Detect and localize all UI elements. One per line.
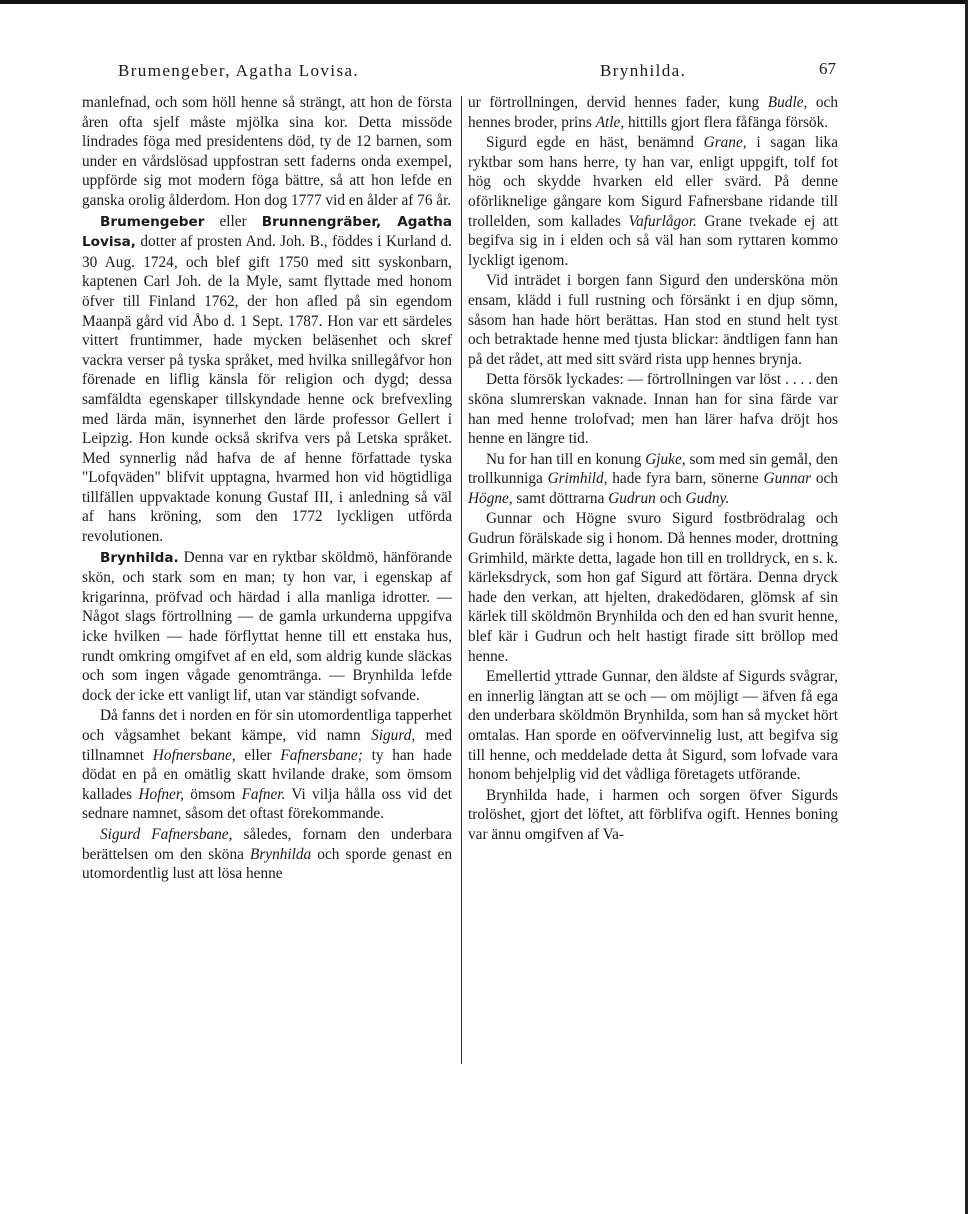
italic-name: Grane,: [703, 134, 747, 152]
italic-name: Fafner.: [241, 785, 286, 803]
paragraph: [468, 133, 838, 270]
text-run: dotter af prosten And. Joh. B., föddes i Kurland d. 30 Aug. 1724, och blef gift 1750 med sitt syskonbarn, kaptenen Carl Joh. de la Myle, samt flyttade med honom öfver till Finland 1762, der hon afled på sin egendom Maanpä gård vid Åbo d. 1 Sept. 1787. Hon var ett särdeles vittert fruntimmer, hade mycken beläsenhet och skref vackra verser på tyska språket, med hvilka snillegåfvor hon förenade en liflig känsla för religion och dygd; dessa samfäldta egenskaper tillskyndade henne ock brefvexling med lärda män, isynnerhet den lärde professor Gellert i Leipzig. Hon kunde också skrifva vers på Letska språket. Med synnerlig nåd hafva de af henne författade tyska "Lofqväden" blifvit upptagna, hvarmed hon vid högtidliga tillfällen uppvaktade konung Gustaf III, i anledning så väl af hans kröning, som den 1772 lyckligen utförda revolutionen.: [82, 233, 452, 546]
italic-name: Gjuke,: [645, 450, 686, 468]
entry-brumengeber: [82, 212, 452, 547]
right-column: [468, 93, 838, 845]
italic-name: Atle,: [595, 113, 625, 131]
italic-name: Hofnersbane,: [152, 746, 236, 764]
text-run: Grane tvekade ej att begifva sig in i elden och så väl han som ryttaren kommo lyckligt igenom.: [468, 212, 838, 269]
text-run: som med sin gemål, den trollkunniga: [468, 450, 838, 488]
running-header: [80, 61, 850, 85]
text-run: Denna var en ryktbar sköldmö, hänförande skön, och stark som en man; ty hon var, i egenskap af krigarinna, pröfvad och härdad i alla manliga idrotter. — Något slags förtrollning — de gamla urkunderna uppgifva icke hvilken — hade förflyttat henne till ett enstaka hus, rundt omkring omgifvet af en eld, som aldrig kunde släckas och som ingen vågade genomtränga. — Brynhilda lefde dock der icke ett vanligt lif, utan var ständigt sofvande.: [82, 548, 452, 704]
text-run: Vi vilja hålla oss vid det sednare namnet, såsom det oftast förekommande.: [82, 785, 452, 823]
italic-name: Brynhilda: [250, 845, 312, 863]
text-run: ty han hade dödat en på en omätlig skatt hvilande drake, som ömsom kallades: [82, 746, 452, 803]
text-run: hittills gjort flera fåfänga försök.: [624, 113, 829, 131]
paragraph: [468, 93, 838, 132]
text-run: hade fyra barn, sönerne: [607, 470, 764, 488]
paragraph: Detta försök lyckades: — förtrollningen var löst . . . . den sköna slumrerskan vaknade. Innan han for sina färde var han med henne trolofvad; men han lärer hafva dröjt hos henne en längre tid.: [468, 371, 838, 448]
page-number: 67: [819, 59, 836, 78]
italic-name: Vafurlågor.: [628, 212, 697, 230]
text-run: och: [655, 489, 686, 507]
paragraph: [82, 706, 452, 824]
text-run: samt döttrarna: [512, 489, 609, 507]
italic-name: Högne,: [468, 489, 513, 507]
entry-headword: Brumengeber: [100, 213, 205, 230]
italic-name: Sigurd,: [371, 727, 416, 744]
text-run: Då fanns det i norden en för sin utomordentliga tapperhet och vågsamhet bekant kämpe, vid namn: [82, 707, 452, 744]
italic-name: Hofner,: [138, 785, 184, 803]
text-run: och hennes broder, prins: [468, 94, 838, 131]
paragraph: manlefnad, och som höll henne så strängt, att hon de första åren ofta sjelf måste mjölka sina kor. Detta missöde lindrades föga med presidentens död, ty de 12 barnen, som under en vårdslösad uppfostran sett faderns onda exempel, uppförde sig mot modern föga bättre, så att hon lefde en ganska orolig ålderdom. Hon dog 1777 vid en ålder af 76 år.: [82, 94, 452, 209]
text-run: med tillnamnet: [82, 727, 452, 764]
entry-brynhilda: [82, 548, 452, 706]
italic-name: Gudrun: [608, 489, 656, 507]
paragraph: Brynhilda hade, i harmen och sorgen öfver Sigurds trolöshet, gjort det löftet, att förblifva ogift. Hennes boning var ännu omgifven af Va-: [468, 786, 838, 843]
header-left-title: Brumengeber, Agatha Lovisa.: [118, 61, 360, 80]
entry-headword: Brynhilda.: [100, 549, 179, 566]
text-run: ömsom: [183, 785, 242, 803]
left-column: [82, 93, 452, 884]
entry-headword-variant: Brunnengräber, Agatha Lovisa,: [82, 213, 452, 251]
text-run: eller: [235, 746, 281, 764]
italic-name: Fafnersbane;: [280, 746, 363, 764]
italic-name: Grimhild,: [547, 470, 608, 488]
italic-name: Budle,: [767, 94, 808, 111]
text-run: ur förtrollningen, dervid hennes fader, kung: [468, 94, 768, 111]
text-run: och: [811, 470, 838, 488]
text-run: i sagan lika ryktbar som hans herre, ty han var, enligt uppgift, tolf fot hög och skydde hvarken eld eller svärd. På denne oförliknelige gångare kom Sigurd Fafnersbane ridande till trollelden, som kallades: [468, 134, 838, 230]
italic-name: Gudny.: [685, 489, 730, 507]
text-run: eller: [204, 212, 262, 230]
column-divider: [461, 96, 462, 1064]
paragraph: [468, 450, 838, 509]
header-center-title: Brynhilda.: [600, 61, 687, 80]
paragraph: Gunnar och Högne svuro Sigurd fostbrödralag och Gudrun förälskade sig i honom. Då hennes moder, drottning Grimhild, märkte detta, lagade hon till en trolldryck, en s. k. kärleksdryck, som hon gaf Sigurd att förtära. Denna dryck hade den verkan, att hjelten, drakedödaren, glömsk af sin kärlek till sköldmön Brynhilda och den ed han svurit henne, blef kär i Gudrun och helt hastigt firade sitt bröllop med henne.: [468, 510, 838, 665]
text-run: och sporde genast en utomordentlig lust att lösa henne: [82, 845, 452, 883]
paragraph: Emellertid yttrade Gunnar, den äldste af Sigurds svågrar, en innerlig längtan att se och — om möjligt — äfven få ega den underbara sköldmön Brynhilda, som han så mycket hört omtalas. Han sporde en oöfvervinnelig lust, att begifva sig till henne, och meddelade detta åt Sigurd, som lofvade vara honom behjelplig vid det vådliga företagets utförande.: [468, 668, 838, 784]
paragraph: Vid inträdet i borgen fann Sigurd den undersköna mön ensam, klädd i full rustning och försänkt i en djup sömn, såsom han hade hört berättas. Han stod en stund helt tyst och betraktade henne med tjusta blickar: ändtligen fann han på det rådet, att med sitt svärd rista upp hennes brynja.: [468, 272, 838, 368]
italic-name: Gunnar: [763, 470, 812, 488]
scan-top-edge: [0, 0, 968, 4]
paragraph: [82, 825, 452, 884]
text-run: Sigurd egde en häst, benämnd: [486, 134, 704, 152]
text-run: således, fornam den underbara berättelsen om den sköna: [82, 825, 452, 863]
text-run: Nu for han till en konung: [486, 450, 646, 468]
italic-name: Sigurd Fafnersbane,: [100, 825, 233, 843]
